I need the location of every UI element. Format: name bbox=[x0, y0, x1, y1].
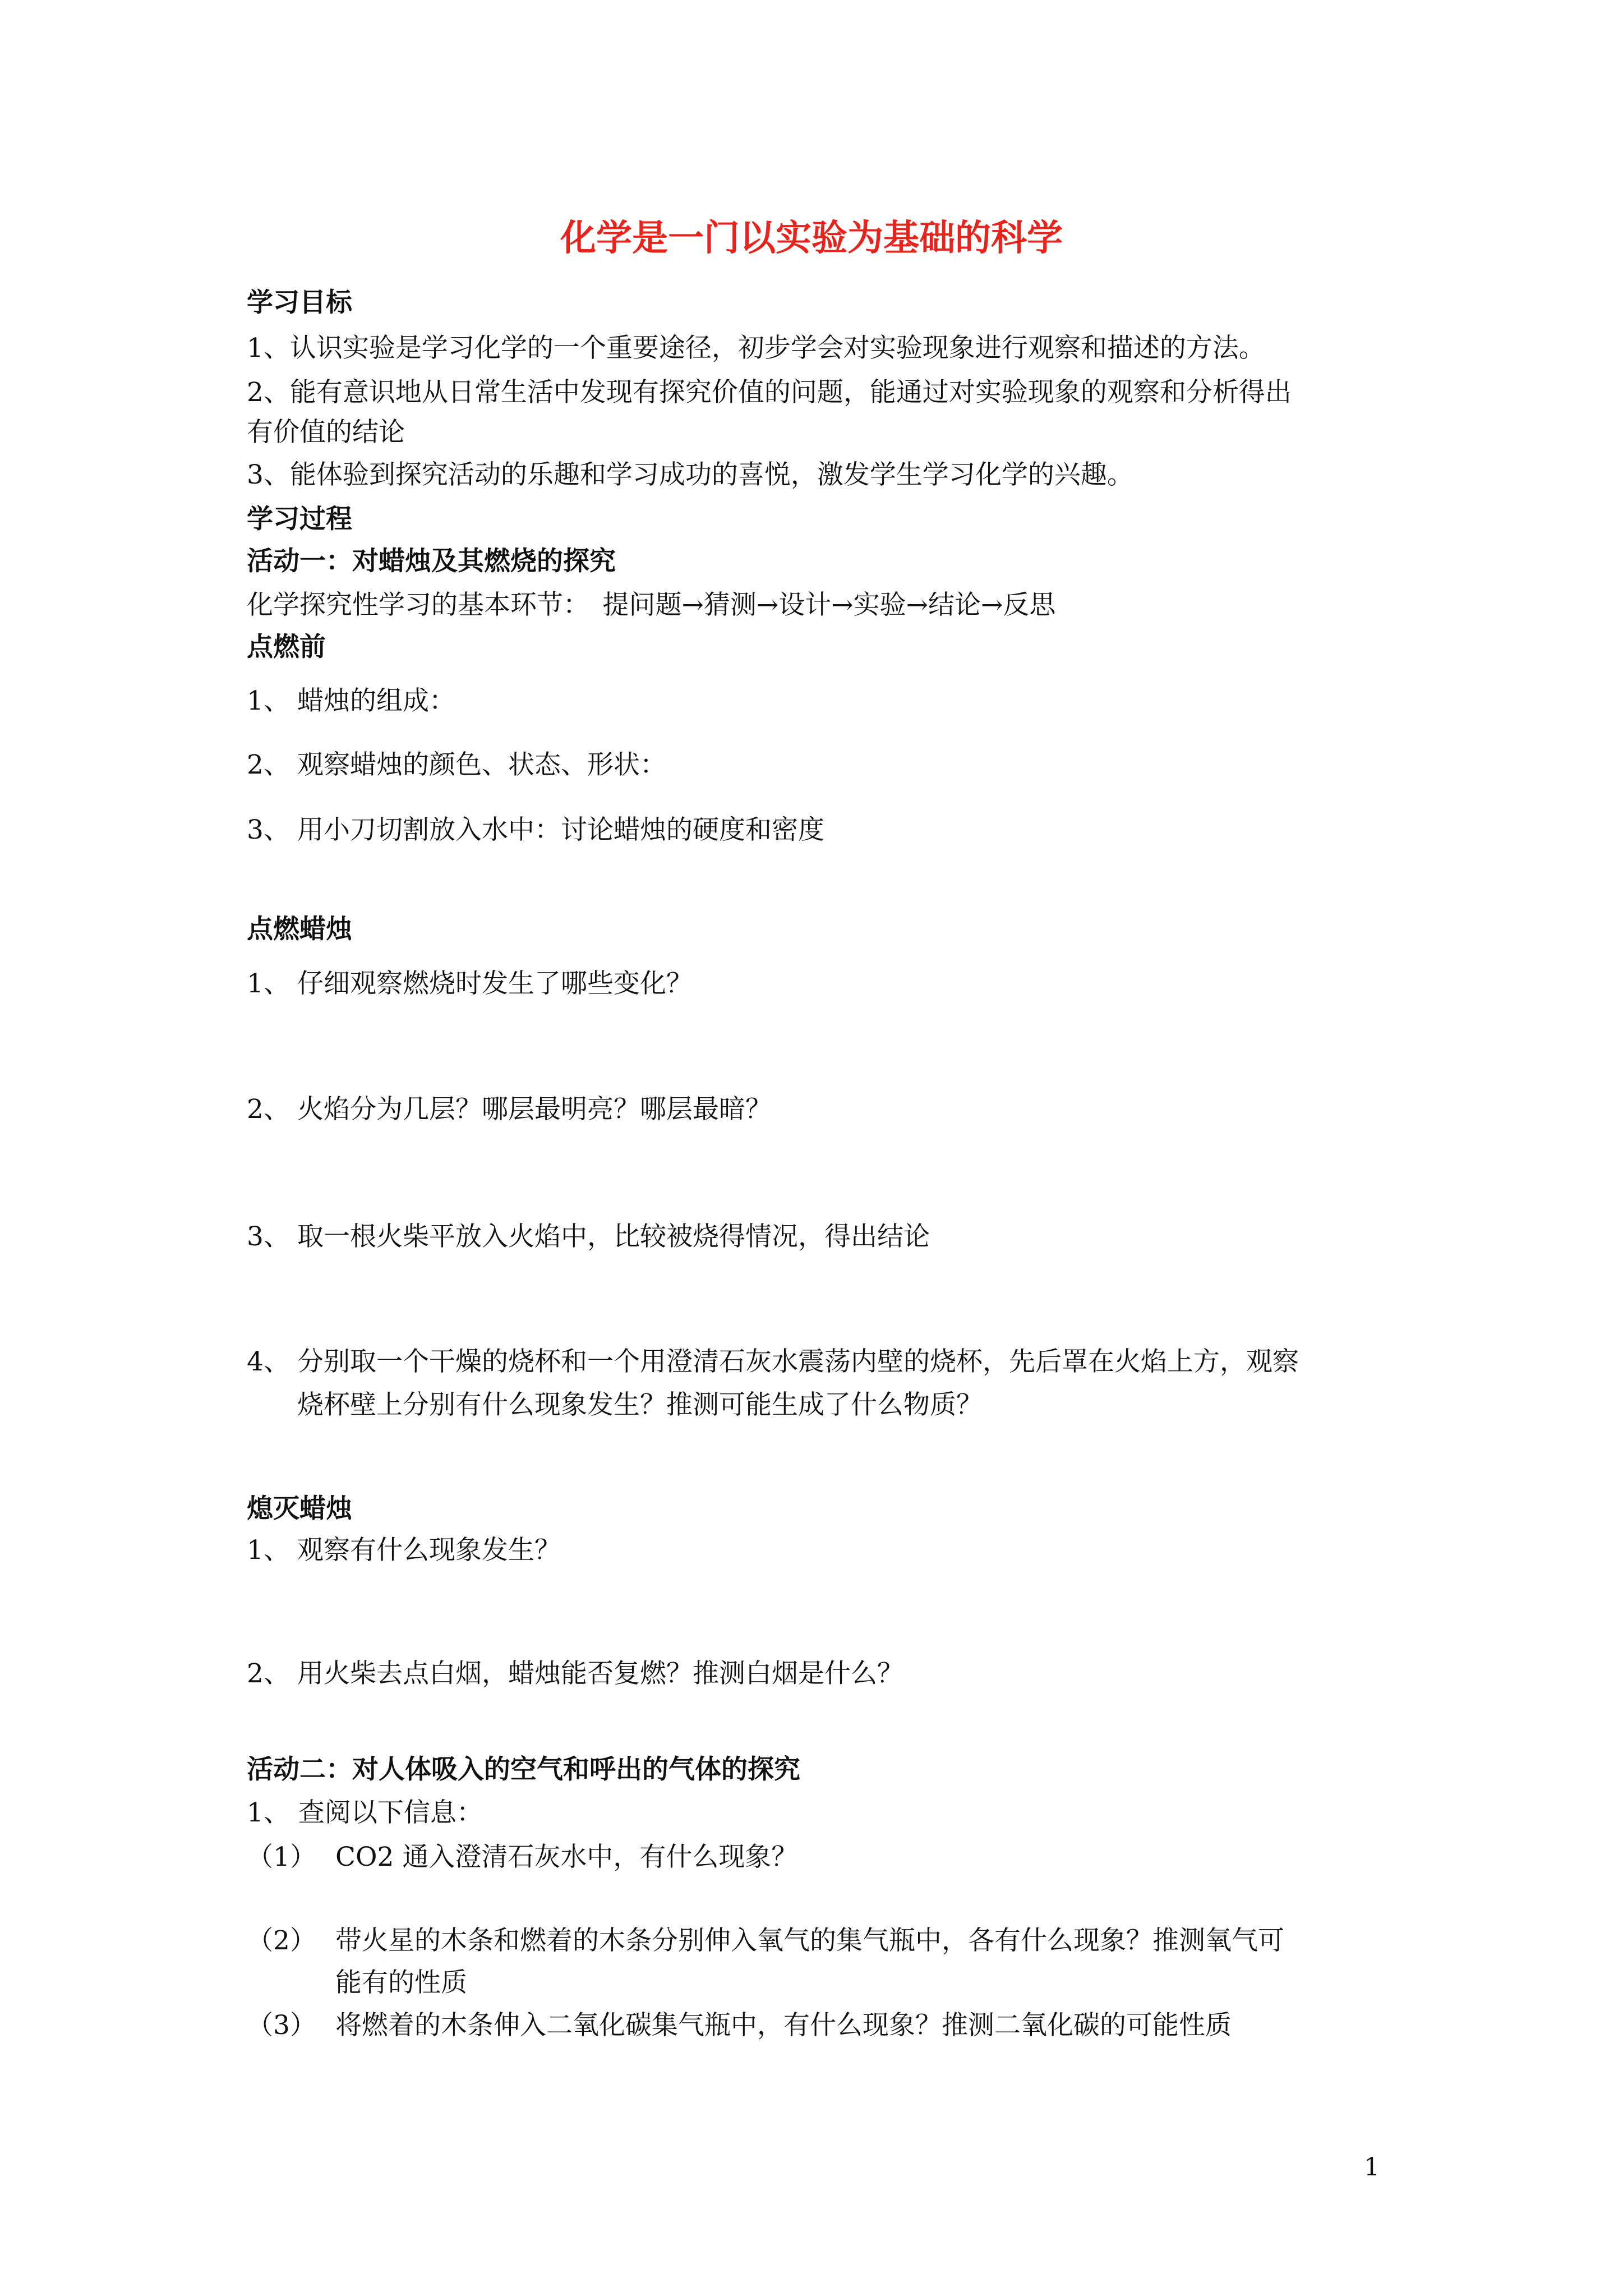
list-item-text: 带火星的木条和燃着的木条分别伸入氧气的集气瓶中，各有什么现象？推测氧气可 bbox=[335, 1925, 1284, 1956]
list-item-number: 1、 bbox=[247, 1535, 290, 1566]
list-item-text: 将燃着的木条伸入二氧化碳集气瓶中，有什么现象？推测二氧化碳的可能性质 bbox=[335, 2010, 1232, 2041]
objectives-heading: 学习目标 bbox=[247, 287, 352, 318]
list-item bbox=[247, 1657, 903, 1691]
list-item-text: 蜡烛的组成： bbox=[297, 685, 455, 716]
list-item bbox=[247, 1534, 561, 1567]
list-item-text: 观察有什么现象发生？ bbox=[297, 1535, 561, 1566]
list-item-text: CO2 通入澄清石灰水中，有什么现象？ bbox=[335, 1842, 798, 1872]
list-item bbox=[247, 684, 455, 718]
list-item-number: 2、 bbox=[247, 749, 290, 780]
objective-item-2: 2、能有意识地从日常生活中发现有探究价值的问题，能通过对实验现象的观察和分析得出 bbox=[247, 377, 1292, 408]
list-item bbox=[247, 748, 666, 782]
lighting-heading: 点燃蜡烛 bbox=[247, 914, 352, 945]
list-item-text: 分别取一个干燥的烧杯和一个用澄清石灰水震荡内壁的烧杯，先后罩在火焰上方，观察 bbox=[297, 1346, 1299, 1377]
list-item-number: （2） bbox=[247, 1925, 316, 1956]
list-item bbox=[247, 967, 693, 1001]
list-item-text: 观察蜡烛的颜色、状态、形状： bbox=[297, 749, 666, 780]
list-item-number: 2、 bbox=[247, 1094, 290, 1125]
list-item bbox=[247, 1841, 797, 1874]
objective-item-3: 3、能体验到探究活动的乐趣和学习成功的喜悦，激发学生学习化学的兴趣。 bbox=[247, 459, 1133, 490]
list-item-text: 仔细观察燃烧时发生了哪些变化？ bbox=[297, 968, 693, 999]
list-item-number: 1、 bbox=[247, 968, 290, 999]
list-item-number: 1、 bbox=[247, 685, 290, 716]
list-item-number: （3） bbox=[247, 2010, 316, 2041]
objective-item-2-cont: 有价值的结论 bbox=[247, 417, 405, 448]
list-item bbox=[247, 813, 824, 847]
list-item-number: 3、 bbox=[247, 815, 290, 845]
inquiry-steps: 化学探究性学习的基本环节： 提问题→猜测→设计→实验→结论→反思 bbox=[247, 590, 1056, 620]
list-item bbox=[247, 1345, 1299, 1379]
extinguish-heading: 熄灭蜡烛 bbox=[247, 1493, 352, 1524]
list-item-continuation: 能有的性质 bbox=[335, 1967, 467, 1998]
list-item-number: 3、 bbox=[247, 1221, 290, 1252]
before-lighting-heading: 点燃前 bbox=[247, 632, 326, 662]
list-item-number: 2、 bbox=[247, 1658, 290, 1689]
list-item-text: 用火柴去点白烟，蜡烛能否复燃？推测白烟是什么？ bbox=[297, 1658, 903, 1689]
activity1-heading: 活动一：对蜡烛及其燃烧的探究 bbox=[247, 546, 616, 577]
activity2-heading: 活动二：对人体吸入的空气和呼出的气体的探究 bbox=[247, 1754, 800, 1785]
process-heading: 学习过程 bbox=[247, 504, 352, 535]
list-item bbox=[247, 1220, 930, 1254]
objective-item-1: 1、认识实验是学习化学的一个重要途径，初步学会对实验现象进行观察和描述的方法。 bbox=[247, 333, 1265, 364]
document-title: 化学是一门以实验为基础的科学 bbox=[560, 217, 1063, 259]
list-item bbox=[247, 2009, 1232, 2042]
page-number: 1 bbox=[1364, 2153, 1380, 2182]
list-item bbox=[247, 1093, 772, 1126]
list-item-text: 用小刀切割放入水中：讨论蜡烛的硬度和密度 bbox=[297, 815, 824, 845]
activity2-intro: 1、 查阅以下信息： bbox=[247, 1797, 483, 1828]
list-item bbox=[247, 1924, 1284, 1958]
list-item-text: 取一根火柴平放入火焰中，比较被烧得情况，得出结论 bbox=[297, 1221, 930, 1252]
list-item-number: （1） bbox=[247, 1842, 316, 1872]
list-item-continuation: 烧杯壁上分别有什么现象发生？推测可能生成了什么物质？ bbox=[297, 1389, 983, 1420]
list-item-number: 4、 bbox=[247, 1346, 290, 1377]
list-item-text: 火焰分为几层？哪层最明亮？哪层最暗？ bbox=[297, 1094, 772, 1125]
